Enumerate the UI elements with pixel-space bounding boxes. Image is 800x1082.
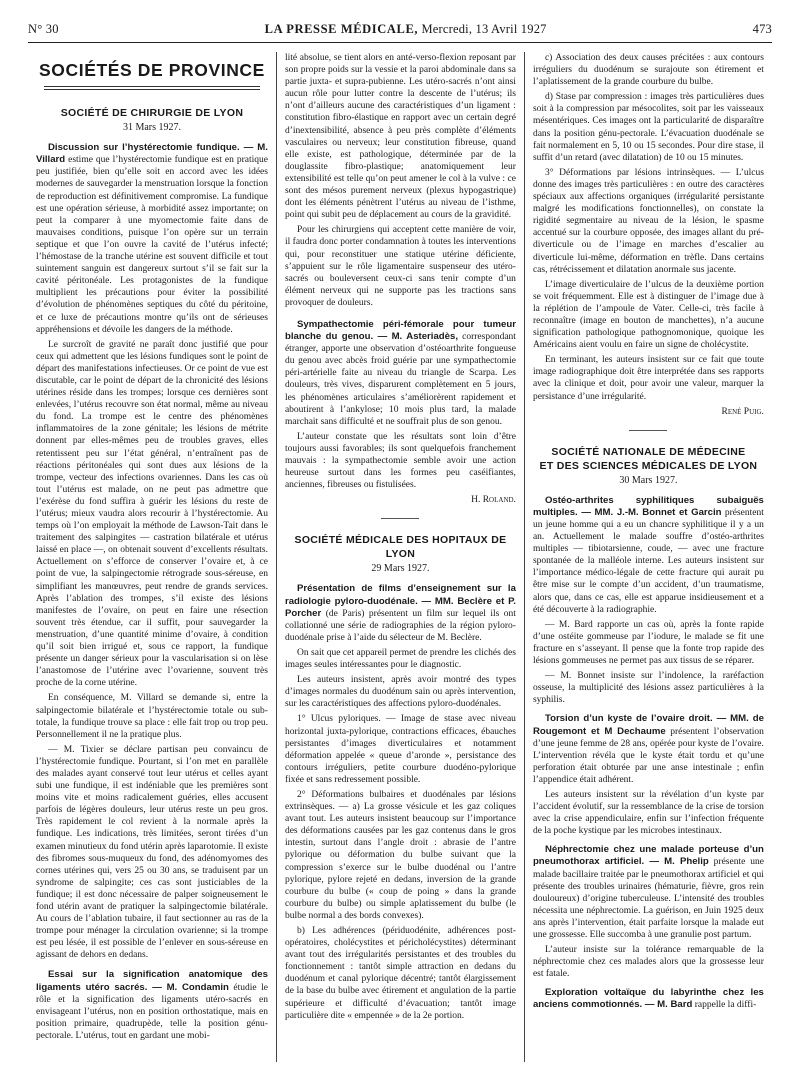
issue-number: N° 30 <box>28 22 59 36</box>
article-paragraph: En conséquence, M. Villard se demande si, entre la salpingectomie bilatérale et l’hystérectomie totale ou sub-totale, la fundique trouve sa place : elle fait trop ou trop peu. Personnellement il ne la pratique plus. <box>36 693 268 740</box>
article-paragraph: — M. Tixier se déclare partisan peu convaincu de l’hystérectomie fundique. Pourtant, si l’on met en parallèle des malades ayant conservé tout leur utérus et celles ayant subi une fundique, il est indéniable que les premières sont moins vite et moins radicalement guéries, elles accusent parfois de légères douleurs, leur utérus reste un peu gros. Très rapidement le col revient à la normale après la fundique. Les indications, très limitées, seront tirées d’un examen minutieux du fond utérin après laparotomie. Il existe des fibromes sous-muqueux du fond, des adénomyomes des cornes utérines qui, vers 25 ou 30 ans, se traduisent par un syndrome de salpingite; ces cas sont justiciables de la fundique; il est donc nécessaire de palper soigneusement le fond utérin avant de pratiquer la salpingectomie bilatérale. Au cours de l’ablation tubaire, il faut sectionner au ras de la trompe pour ménager la circulation ovarienne; si la trompe est peu lésée, il est possible de l’enlever en sous-séreuse en agissant de dehors en dedans. <box>36 744 268 961</box>
header-rule <box>28 42 772 43</box>
article-paragraph: En terminant, les auteurs insistent sur ce fait que toute image radiographique doit être interprétée dans ses rapports avec la clinique et doit, pour avoir une valeur, marquer la persistance d’une irrégularité. <box>532 355 764 402</box>
session-date: 31 Mars 1927. <box>122 122 182 134</box>
article-paragraph: On sait que cet appareil permet de prendre les clichés des images seules intéressantes pour le diagnostic. <box>284 647 516 671</box>
society-title: SOCIÉTÉ NATIONALE DE MÉDECINE ET DES SCIENCES MÉDICALES DE LYON <box>539 445 758 472</box>
article-paragraph: 1° Ulcus pyloriques. — Image de stase avec niveau horizontal juxta-pylorique, contractions efficaces, ébauches persistantes d’images diverticulaires et notamment déformation appelée « queue d’aronde », persistance des contours irréguliers, petite courbure duodéno-pylorique fixée et sans redressement possible. <box>284 714 516 785</box>
article-title: Ostéo-arthrites syphilitiques subaiguës multiples. — MM. J.-M. Bonnet et Garcin <box>532 494 764 518</box>
article-paragraph: d) Stase par compression : images très particulières dues soit à la compression par mésocolites, soit par les vaisseaux mésentériques. Ces images ont la particularité de disparaître dans la position génu-pectorale. L’évacuation duodénale se fait normalement en 5, 10 ou 15 secondes. Pour dire stase, il suffit d’un retard (avec dilatation) de 10 ou 15 minutes. <box>532 92 764 163</box>
article-paragraph: Discussion sur l’hystérectomie fundique. — M. Villard estime que l’hystérectomie fundique est en pratique peu justifiée, bien qu’elle soit en accord avec les idées modernes de sauvegarder la menstruation lorsque la fonction de reproduction est définitivement compromise. La fundique est une opération sérieuse, à morbidité assez importante; on peut la comparer à une myomectomie faite dans de mauvaises conditions, puisque l’on opère sur un terrain septique et que l’on ouvre la cavité de l’utérus infecté; l’hémostase de la tranche utérine est souvent difficile et tout suintement sanguin est dangereux surtout s’il se fait sur la cavité péritonéale. Les protagonistes de la fundique multiplient les précautions pour éviter la possibilité d’évolution de phénomènes septiques du côté du péritoine, et ce luxe de précautions montre qu’ils ont de sérieuses appréhensions et dévoile les dangers de la méthode. <box>36 142 268 335</box>
author-signature: H. Roland. <box>471 495 516 506</box>
article-title: Néphrectomie chez une malade porteuse d’un pneumothorax artificiel. — M. Phelip <box>532 844 764 868</box>
column-2 <box>276 52 524 1062</box>
article-title: Torsion d’un kyste de l’ovaire droit. — MM. de Rougemont et M Dechaume <box>532 713 764 737</box>
article-paragraph: L’image diverticulaire de l’ulcus de la deuxième portion se voit fréquemment. Elle est à distinguer de l’image due à la réplétion de l’ampoule de Vater. Celle-ci, très facile à reconnaître (image en bouton de manchettes), n’a aucune signification pathologique pathognomonique, quoique les Américains aient voulu en faire un signe de cholécystite. <box>532 279 764 351</box>
article-title: Sympathectomie péri-fémorale pour tumeur blanche du genou. — M. Asteriadès, <box>284 318 516 343</box>
article-paragraph: Présentation de films d’enseignement sur la radiologie pyloro-duodénale. — MM. Beclère et P. Porcher (de Paris) présentent un film sur lequel ils ont collationné une série de radiographies de la région pyloro-duodénale prise à l’aide du sélecteur de M. Beclère. <box>284 583 516 643</box>
session-date: 29 Mars 1927. <box>371 563 430 575</box>
session-date: 30 Mars 1927. <box>619 474 678 486</box>
article-paragraph: — M. Bard rapporte un cas où, après la fonte rapide d’une ostéite gommeuse par l’iodure, le malade se fit une fracture en s’asseyant. Il pense que la fonte trop rapide des lésions gommeuses ne permet pas aux tissus de se réparer. <box>532 619 764 667</box>
article-paragraph: 2° Déformations bulbaires et duodénales par lésions extrinsèques. — a) La grosse vésicule et les gaz coliques avant tout. Les auteurs insistent beaucoup sur l’importance des déformations causées par les gaz contenus dans le gros intestin, surtout dans l’angle droit : abrasie de l’antre pylorique ou déformation du bulbe suivant que la compression s’exerce sur le bulbe duodénal ou l’antre pylorique, pylore rejeté en dedans, inversion de la grande courbure du bulbe (« coup de poing » dans la grande courbure du bulbe) ou simple aplatissement du bulbe (le bulbe normal a des bords convexes). <box>284 789 516 921</box>
article-paragraph: 3° Déformations par lésions intrinsèques. — L’ulcus donne des images très particulières : en outre des caractères spéciaux aux affections organiques (irrégularité persistante malgré les modifications fonctionnelles), on constate la rigidité segmentaire au niveau de la lésion, le spasme accentué sur la courbure opposée, des images allant du pré-diverticule ou de l’image en marches d’escalier au diverticule lui-même, déformation en trèfle. Dans certains cas, rétrécissement et dilatation anormale sus jacente. <box>532 167 764 275</box>
society-title: SOCIÉTÉ MÉDICALE DES HOPITAUX DE LYON <box>294 534 507 561</box>
article-paragraph: — M. Bonnet insiste sur l’indolence, la raréfaction osseuse, la multiplicité des lésions assez particulières à la syphilis. <box>532 671 764 706</box>
main-title-rule <box>44 86 260 90</box>
society-title: SOCIÉTÉ DE CHIRURGIE DE LYON <box>60 107 244 120</box>
page-header <box>28 22 772 38</box>
article-paragraph: Sympathectomie péri-fémorale pour tumeur blanche du genou. — M. Asteriadès, correspondant étranger, apporte une observation d’ostéoarthrite fongueuse du genou avec abcès froid guérie par une sympathectomie péri-artérielle faite au niveau du triangle de Scarpa. Les douleurs, très vives, disparurent complètement en 5 jours, les phénomènes articulaires s’améliorèrent rapidement et aboutirent à l’ankylose; 10 mois plus tard, la malade marchait sans difficulté et ne souffrait plus de son genou. <box>284 318 516 427</box>
article-paragraph: Ostéo-arthrites syphilitiques subaiguës multiples. — MM. J.-M. Bonnet et Garcin présentent un jeune homme qui a eu un chancre syphilitique il y a un an. Actuellement le malade souffre d’ostéo-arthrites multiples — tibiotarsienne, coude, — avec une fracture spontanée de la malléole interne. Les auteurs insistent sur l’importance médico-légale de cette fracture qui aurait pu être mise sur le compte d’un accident, d’un traumatisme, alors que, dans ce cas, elle est apparue insidieusement et a été découverte à la radiographie. <box>532 494 764 615</box>
issue-date: Mercredi, 13 Avril 1927 <box>421 22 547 36</box>
article-columns <box>28 52 772 1062</box>
article-paragraph: lité absolue, se tient alors en anté-verso-flexion reposant par son propre poids sur la vessie et la paroi abdominale dans sa partie juxta- et supra-pubienne. Les utéro-sacrés n’ont ainsi aucun rôle pour lutter contre la descente de l’utérus; ils n’ont d’ailleurs aucune des caractéristiques d’un ligament : constitution fibro-élastique en rapport avec un certain degré d’inextensibilité, absence à peu près complète d’éléments vasculaires ou nerveux; leur constitution fibreuse, quand elle existe, est pathologique, déterminée par de la douglassite fibro-plastique; anatomiquement leur extensibilité est telle qu’on peut amener le col à la vulve : ce sont des mésos purement nerveux (plexus hypogastrique) dont les éléments pénètrent l’utérus au niveau de l’isthme, point qui subit peu de déplacement au cours de la gravidité. <box>284 53 516 221</box>
article-paragraph: Essai sur la signification anatomique des ligaments utéro sacrés. — M. Condamin étudie le rôle et la signification des ligaments utéro-sacrés en envisageant l’utérus, non en position orthostatique, mais en position primaire, quadrupède, telle la position génu-pectorale. L’utérus, tout en gardant une mobi- <box>36 969 268 1041</box>
author-signature: René Puig. <box>721 406 764 417</box>
article-paragraph: L’auteur insiste sur la tolérance remarquable de la néphrectomie chez ces malades alors que la grossesse leur est fatale. <box>532 945 764 980</box>
article-paragraph: Le surcroît de gravité ne paraît donc justifié que pour ceux qui admettent que les lésions fundiques sont le point de départ des manifestations infectieuses. Or ce point de vue est discutable, car le point de départ de la chronicité des lésions utérines réside dans les trompes; lorsque ces dernières sont enlevées, l’utérus recouvre son état normal, même au niveau du fond. La trompe est le centre des phénomènes inflammatoires de la zone génitale; les lésions de métrite donnent par elles-mêmes peu de troubles graves, elles retentissent peu sur l’état général, n’entraînent pas de réactions péritonéales qui sont dues aux lésions de la trompe, vecteur des infections ovariennes. Dans les cas où tout l’utérus est malade, on ne peut pas admettre que l’exérèse du fond suffira à guérir les lésions du reste de l’utérus; mieux vaudra alors recourir à l’hystérectomie. Au temps où l’on employait la méthode de Lawson-Tait dans le traitement des salpingites — castration bilatérale et utérus laissé en place —, on obtenait souvent d’excellents résultats. Actuellement on s’efforce de conserver l’ovaire et, à ce point de vue, la salpingectomie rétrograde sous-séreuse, en simplifiant les manœuvres, peut rendre de grands services. Après l’ablation des trompes, s’il existe des lésions manifestes de l’ovaire, on peut en faire une résection souvent très étendue, car il suffit, pour sauvegarder la menstruation, d’une quantité minime d’ovaire, à condition qu’il soit bien irrigué et, sous ce rapport, la fundique présente un danger sérieux pour la vascularisation si on lèse l’anastomose de l’utérine avec l’ovarienne, souvent très proche de la corne utérine. <box>36 339 268 689</box>
article-paragraph: Les auteurs insistent, après avoir montré des types d’images normales du duodénum sain ou après intervention, sur les caractéristiques des affections pyloro-duodénales. <box>284 675 516 710</box>
journal-masthead <box>265 22 547 37</box>
article-title: Discussion sur l’hystérectomie fundique. — M. Villard <box>36 142 268 166</box>
article-paragraph: Exploration voltaïque du labyrinthe chez les anciens commotionnés. — M. Bard rappelle la diffi- <box>532 987 764 1011</box>
article-paragraph: c) Association des deux causes précitées : aux contours irréguliers du duodénum se surajoute son étirement et l’aplatissement de la grande courbure du bulbe. <box>532 53 764 88</box>
article-paragraph: Torsion d’un kyste de l’ovaire droit. — MM. de Rougemont et M Dechaume présentent l’observation d’une jeune femme de 28 ans, opérée pour kyste de l’ovaire. L’intervention révéla que le kyste était tordu et qu’une perforation était obturée par une anse intestinale ; enfin l’appendice était adhérent. <box>532 713 764 785</box>
page-number: 473 <box>752 22 772 36</box>
section-divider <box>629 430 667 431</box>
section-divider <box>381 518 419 519</box>
journal-name: LA PRESSE MÉDICALE, <box>264 22 419 36</box>
article-paragraph: L’auteur constate que les résultats sont loin d’être toujours aussi favorables; ils sont quelquefois franchement mauvais : la sympathectomie semble avoir une action heureuse surtout dans les formes peu caséifiantes, anciennes, fibreuses ou fistulisées. <box>284 431 516 491</box>
column-1 <box>28 52 276 1062</box>
main-title: SOCIÉTÉS DE PROVINCE <box>39 60 265 80</box>
article-paragraph: Néphrectomie chez une malade porteuse d’un pneumothorax artificiel. — M. Phelip présente une malade bacillaire traitée par le pneumothorax artificiel et qui présente des troubles urinaires (hématurie, fièvre, gros rein douloureux) d’origine tuberculeuse. L’intensité des troubles nécessita une néphrectomie. La guérison, en Juin 1925 deux ans après l’intervention, était parfaite lorsque la malade eut une grossesse. Elle succomba à une granulie post partum. <box>532 844 764 940</box>
article-title: Essai sur la signification anatomique des ligaments utéro sacrés. — M. Condamin <box>36 969 268 993</box>
article-paragraph: b) Les adhérences (périduodénite, adhérences post-opératoires, cholécystites et péricholécystites) déterminant avant tout des irrégularités persistantes et des troubles du fonctionnement : tantôt simple attraction en dedans du duodénum et canal pylorique décentré; tantôt élargissement de la base du bulbe avec étirement et angulation de la partie supérieure et difficulté d’évacuation; tantôt image particulière dite « empennée » de la 2e portion. <box>284 926 516 1021</box>
column-3 <box>524 52 772 1062</box>
article-title: Présentation de films d’enseignement sur la radiologie pyloro-duodénale. — MM. Beclère et P. Porcher <box>284 583 516 619</box>
article-paragraph: Les auteurs insistent sur la révélation d’un kyste par l’accident évolutif, sur la ressemblance de la crise de torsion avec la crise appendiculaire, enfin sur l’infection fréquente de la poche kystique par les microbes intestinaux. <box>532 789 764 837</box>
article-title: Exploration voltaïque du labyrinthe chez les anciens commotionnés. — M. Bard <box>532 987 764 1011</box>
article-paragraph: Pour les chirurgiens qui acceptent cette manière de voir, il faudra donc porter condamnation à toutes les interventions qui, pour reconstituer une statique utérine déficiente, s’appuient sur le rôle ligamentaire suspenseur des utéro-sacrés ou bouleversent ceux-ci sans tenir compte d’un élément nerveux qui ne supporte pas les tractions sans provoquer de douleurs. <box>284 225 516 308</box>
